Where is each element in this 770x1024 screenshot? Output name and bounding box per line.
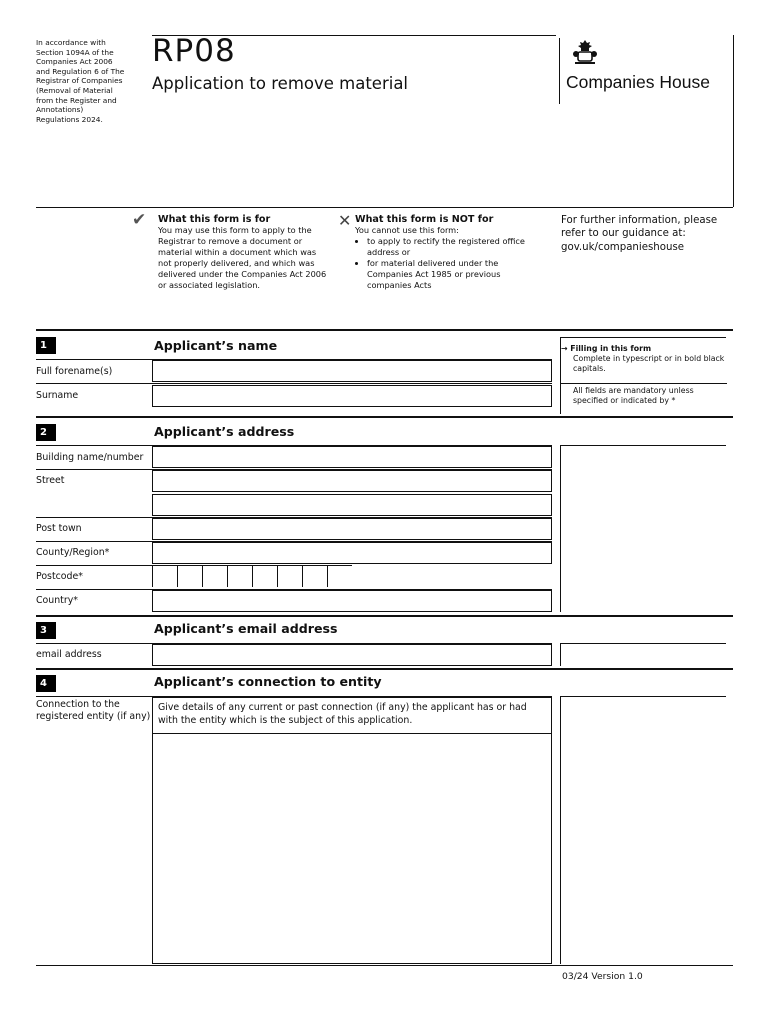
postcode-char-box[interactable] xyxy=(227,565,252,587)
street-input-line1[interactable] xyxy=(152,470,552,492)
what-form-is-not-for xyxy=(355,214,535,291)
section-title: Applicant’s address xyxy=(154,424,295,439)
section-number: 4 xyxy=(36,675,56,692)
version-text: 03/24 Version 1.0 xyxy=(562,971,643,982)
section-number: 2 xyxy=(36,424,56,441)
for-heading: What this form is for xyxy=(158,214,271,225)
post-town-input[interactable] xyxy=(152,518,552,540)
section-number: 1 xyxy=(36,337,56,354)
field-rule xyxy=(36,383,552,384)
field-label: County/Region* xyxy=(36,547,110,558)
connection-details-textarea[interactable] xyxy=(152,734,552,964)
field-label: Country* xyxy=(36,595,78,606)
postcode-char-box[interactable] xyxy=(302,565,327,587)
note-text: All fields are mandatory unless specified or indicated by * xyxy=(573,386,694,405)
postcode-char-box[interactable] xyxy=(327,565,352,587)
field-label: Street xyxy=(36,475,65,486)
not-for-item: • for material delivered under the Companies Act 1985 or previous companies Acts xyxy=(367,258,535,291)
postcode-char-box[interactable] xyxy=(277,565,302,587)
footer-rule xyxy=(36,965,733,966)
field-label: Connection to the registered entity (if any) xyxy=(36,699,151,722)
intro-top-rule xyxy=(36,207,733,208)
building-input[interactable] xyxy=(152,446,552,468)
header-top-rule xyxy=(152,35,556,36)
connection-instructions: Give details of any current or past connection (if any) the applicant has or had with the entity which is the subject of this application. xyxy=(152,697,552,734)
full-forename-input[interactable] xyxy=(152,360,552,382)
what-form-is-for xyxy=(158,214,328,291)
section1-rule xyxy=(36,329,733,331)
not-for-lead: You cannot use this form: xyxy=(355,225,459,235)
section4-side-panel xyxy=(560,696,726,964)
field-label: Surname xyxy=(36,390,79,401)
country-input[interactable] xyxy=(152,590,552,612)
cross-icon: ✕ xyxy=(338,211,352,230)
section3-rule xyxy=(36,615,733,617)
email-input[interactable] xyxy=(152,644,552,666)
postcode-char-box[interactable] xyxy=(202,565,227,587)
companies-house-logo xyxy=(559,38,735,104)
field-label: Building name/number xyxy=(36,452,144,463)
tick-icon: ✔ xyxy=(132,210,147,230)
logo-text: Companies House xyxy=(566,72,710,92)
note-heading: → Filling in this form xyxy=(561,344,652,353)
field-label: Full forename(s) xyxy=(36,366,113,377)
royal-crest-icon xyxy=(572,38,598,66)
postcode-char-box[interactable] xyxy=(177,565,202,587)
postcode-char-box[interactable] xyxy=(252,565,277,587)
section2-rule xyxy=(36,416,733,418)
section4-rule xyxy=(36,668,733,670)
surname-input[interactable] xyxy=(152,385,552,407)
section3-side-panel xyxy=(560,643,726,666)
further-info-text: For further information, please refer to our guidance at: gov.uk/companieshouse xyxy=(561,215,718,253)
section-title: Applicant’s name xyxy=(154,338,278,353)
form-title: Application to remove material xyxy=(152,74,409,93)
field-rule xyxy=(36,565,152,566)
postcode-char-box[interactable] xyxy=(152,565,177,587)
not-for-heading: What this form is NOT for xyxy=(355,214,494,225)
field-label: Postcode* xyxy=(36,571,83,582)
street-input-line2[interactable] xyxy=(152,494,552,516)
not-for-item: • to apply to rectify the registered office address or xyxy=(367,236,535,258)
section-title: Applicant’s connection to entity xyxy=(154,674,382,689)
legal-basis-text: In accordance with Section 1094A of the Companies Act 2006 and Regulation 6 of The Registrar of Companies (Removal of Material from the Register and Annotations) Regulations 2024. xyxy=(36,38,125,124)
section-number: 3 xyxy=(36,622,56,639)
filling-in-form-note xyxy=(560,337,726,414)
field-label: Post town xyxy=(36,523,82,534)
header-right-rule xyxy=(733,35,734,207)
field-label: email address xyxy=(36,649,102,660)
for-text: You may use this form to apply to the Registrar to remove a document or material within a document which was not properly delivered, and which was delivered under the Companies Act 2006 or associated legislation. xyxy=(158,225,327,290)
county-input[interactable] xyxy=(152,542,552,564)
note-text: Complete in typescript or in bold black capitals. xyxy=(573,354,725,373)
section2-side-panel xyxy=(560,445,726,612)
section-title: Applicant’s email address xyxy=(154,621,338,636)
form-code: RP08 xyxy=(152,33,236,69)
